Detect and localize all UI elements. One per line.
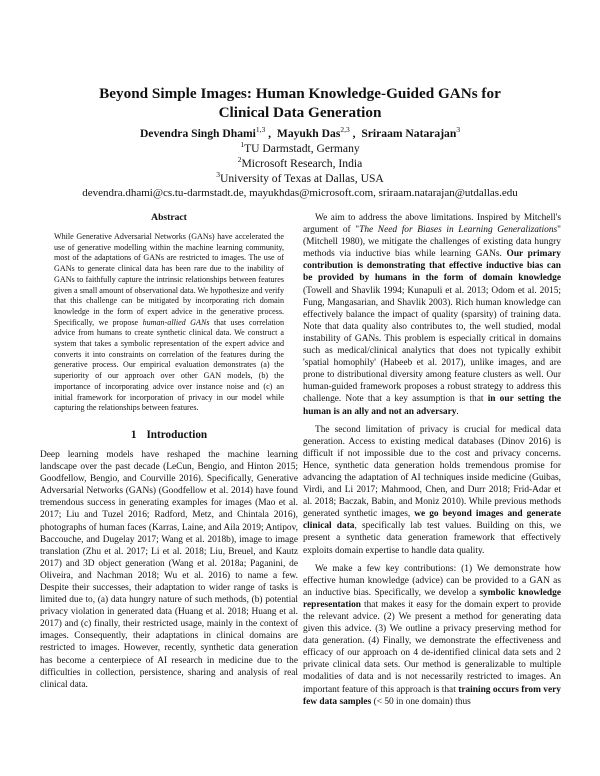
affiliation [40, 141, 560, 156]
cited-title: The Need for Biases in Learning Generalizations [359, 225, 558, 236]
paragraph-text: that makes it easy for the domain expert to provide the relevant advice. (2) We present a method for generating data given this advice. (3) We outline a privacy preserving method for data generation. (4) Finally, we demonstrate the effectiveness and efficacy of our approach on 4 de-identified clinical data sets and 2 private clinical data sets. Our method is generalizable to multiple modalities of data and is not necessarily restricted to images. An important feature of this approach is that [303, 599, 561, 695]
author-superscript: 3 [456, 125, 461, 135]
section-heading-introduction [40, 428, 298, 442]
section-title: Introduction [146, 428, 208, 441]
abstract-text-part: While Generative Adversarial Networks (GANs) have accelerated the use of generative modelling within the machine learning community, most of the adaptations of GANs are restricted to images. The use of GANs to generate clinical data has been rare due to the inability of GANs to faithfully capture the intrinsic relationships between features given a small amount of observational data. We hypothesize and verify that this challenge can be mitigated by incorporating rich domain knowledge in the form of expert advice in the generative process. Specifically, we propose [54, 232, 284, 327]
paragraph-text: The second limitation of privacy is crucial for medical data generation. Access to existing medical databases (Dinov 2016) is difficult if not impossible due to the cost and privacy concerns. Hence, synthetic data generation holds tremendous promise for advancing the adaptation of AI techniques inside medicine (Guibas, Virdi, and Li 2017; Mahmood, Chen, and Durr 2018; Frid-Adar et al. 2018; Baczak, Babin, and Moniz 2010). While previous methods generated synthetic images, [303, 424, 561, 520]
intro-paragraph: Deep learning models have reshaped the machine learning landscape over the past decade (LeCun, Bengio, and Hinton 2015; Goodfellow, Bengio, and Courville 2016). Specifically, Generative Adversarial Networks (GANs) (Goodfellow et al. 2014) have found tremendous success in generating examples for images (Mao et al. 2017; Liu and Tuzel 2016; Radford, Metz, and Chintala 2016), photographs of human faces (Karras, Laine, and Aila 2019; Antipov, Baccouche, and Dugelay 2017; Wang et al. 2018b), image to image translation (Zhu et al. 2017; Li et al. 2018; Liu, Breuel, and Kautz 2017) and 3D object generation (Wang et al. 2018a; Paganini, de Oliveira, and Nachman 2018; Wu et al. 2016) to name a few. Despite their successes, their adaptation to wider range of tasks is limited due to, (a) data hungry nature of such methods, (b) potential privacy violation in generated data (Huang et al. 2018; Huang et al. 2017) and (c) finally, their restricted usage, mainly in the context of images. Consequently, their adaptations in clinical domains are restricted to images. However, recently, synthetic data generation has become a centerpiece of AI research in medicine due to the difficulties in collection, persistence, sharing and analysis of real clinical data. [40, 449, 298, 690]
title-line-1: Beyond Simple Images: Human Knowledge-Guided GANs for [99, 85, 501, 102]
bold-claim: we go beyond images and generate clinical data [303, 509, 561, 532]
abstract-text-part: that uses correlation advice from humans to create synthetic clinical data. We construct a system that takes a symbolic representation of the expert advice and converts it into constraints on correlation of the features during the generative process. Our empirical evaluation demonstrates (a) the superiority of our approach over other GAN models, (b) the importance of incorporating advice over instance noise and (c) an initial framework for incorporation of privacy in our model while capturing the relationships between features. [54, 317, 284, 413]
affiliation [40, 171, 560, 186]
affiliation-text: University of Texas at Dallas, USA [219, 172, 384, 185]
affiliation-superscript: 1 [240, 140, 245, 150]
bold-claim: in our setting the human is an ally and not an adversary [303, 394, 561, 417]
title-line-2: Clinical Data Generation [218, 104, 382, 121]
abstract-heading: Abstract [151, 212, 187, 223]
author-emails: devendra.dhami@cs.tu-darmstadt.de, mayukhdas@microsoft.com, sriraam.natarajan@utdallas.edu [82, 187, 518, 199]
author-name: Mayukh Das [276, 127, 341, 140]
body-paragraph [303, 563, 561, 708]
author-superscript: 1,3 [255, 125, 266, 135]
right-column [303, 212, 561, 708]
bold-claim: training occurs from very few data samples [303, 684, 561, 707]
affiliation-text: TU Darmstadt, Germany [244, 142, 360, 155]
author-name: Devendra Singh Dhami [139, 127, 256, 140]
paragraph-text: (< 50 in one domain) thus [371, 696, 471, 707]
paragraph-text: We aim to address the above limitations. Inspired by Mitchell's argument of " [303, 213, 561, 236]
paper-title [40, 84, 560, 122]
affiliation-superscript: 2 [237, 155, 242, 165]
section-number: 1 [130, 428, 137, 441]
affiliation [40, 156, 560, 171]
paragraph-text: . [456, 406, 459, 417]
affiliation-superscript: 3 [216, 170, 220, 180]
author-names: Devendra Singh Dhami$^{1,3}$ , Mayukh Das$^{2,3}$ , Sriraam Natarajan$^3$ [139, 125, 461, 140]
bold-claim: symbolic knowledge representation [303, 587, 561, 610]
author-block [40, 126, 560, 201]
paragraph-text: , specifically lab test values. Building on this, we present a synthetic data generation framework that effectively exploits domain expertise to handle data quality. [303, 521, 561, 556]
left-column [40, 212, 298, 691]
body-paragraph [303, 212, 561, 418]
body-paragraph [303, 424, 561, 557]
paragraph-text: (Towell and Shavlik 1994; Kunapuli et al. 2013; Odom et al. 2015; Fung, Mangasarian, and Shavlik 2003). Rich human knowledge can effectively balance the impact of quality (sparsity) of training data. Note that data quality also contributes to, the well studied, modal instability of GANs. This problem is especially critical in domains such as medical/clinical analytics that does not typically exhibit 'spatial homophily' (Habeeb et al. 2017), unlike images, and are prone to distributional diversity among feature clusters as well. Our human-guided framework proposes a robust strategy to address this challenge. Note that a key assumption is that [303, 285, 561, 405]
abstract-text [54, 232, 284, 414]
bold-claim: Our primary contribution is demonstrating that effective inductive bias can be provided by humans in the form of domain knowledge [303, 249, 561, 284]
paragraph-text: We make a few key contributions: (1) We demonstrate how effective human knowledge (advice) can be provided to a GAN as an inductive bias. Specifically, we develop a [303, 563, 561, 598]
affiliation-text: Microsoft Research, India [241, 157, 363, 170]
author-name: Sriraam Natarajan [361, 127, 457, 140]
author-superscript: 2,3 [340, 125, 350, 135]
abstract-emphasis: human-allied GANs [142, 317, 210, 327]
paragraph-text: " (Mitchell 1980), we mitigate the challenges of existing data hungry methods via inductive bias while learning GANs. [303, 225, 561, 260]
